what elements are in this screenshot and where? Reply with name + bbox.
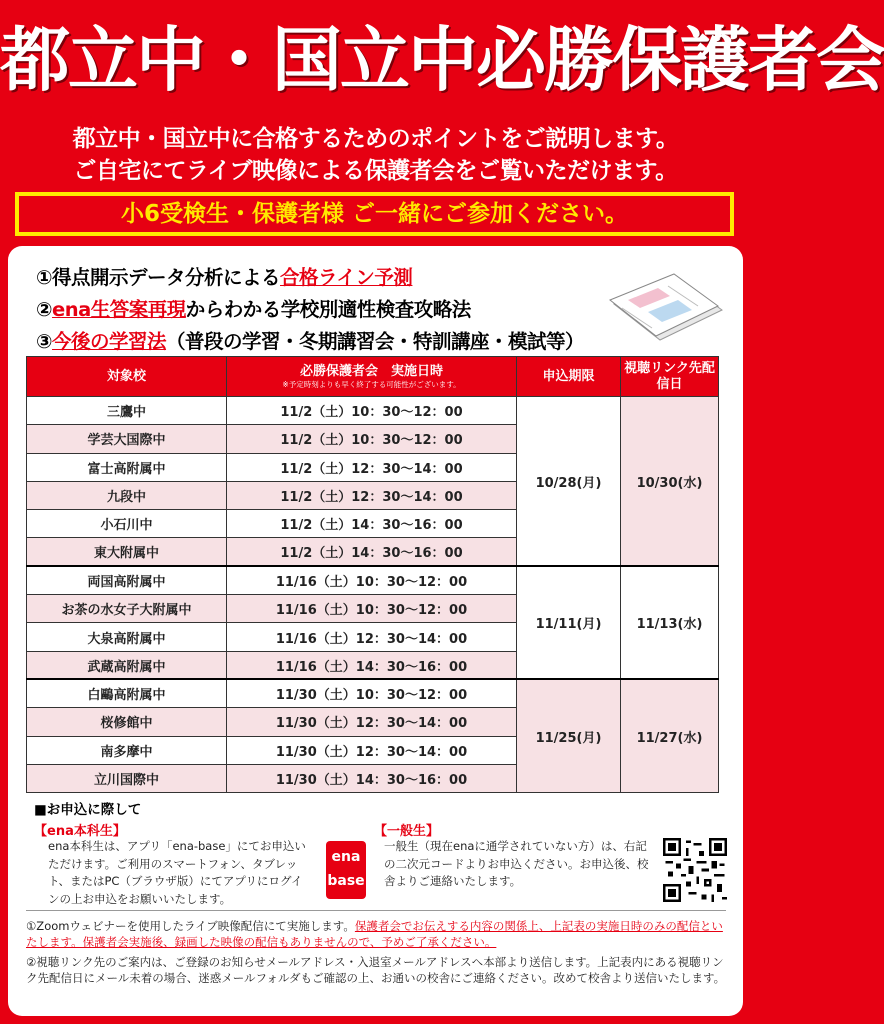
delivery-cell: 11/27(水) [621,679,719,792]
delivery-cell: 10/30(水) [621,397,719,567]
date-cell: 11/30（土）12：30～14：00 [227,708,517,736]
footnote-2: ②視聴リンク先のご案内は、ご登録のお知らせメールアドレス・入退室メールアドレスへ本部より送信します。上記表内にある視聴リンク先配信日にメール未着の場合、迷惑メールフォルダもご確認の上、お通いの校舎にご連絡ください。改めて校舎より送信いたします。 [26,955,726,985]
invitation-banner: 小6受検生・保護者様 ご一緒にご参加ください。 [15,192,734,236]
deadline-cell: 11/11(月) [517,566,621,679]
content-panel [8,246,743,1016]
date-cell: 11/16（土）14：30～16：00 [227,651,517,679]
school-cell: 東大附属中 [27,538,227,566]
general-student-heading: 【一般生】 [374,824,440,839]
table-row [27,679,719,707]
school-cell: 両国高附属中 [27,566,227,594]
date-cell: 11/16（土）10：30～12：00 [227,566,517,594]
point-1: ①得点開示データ分析による合格ライン予測 [36,266,413,289]
school-cell: 富士高附属中 [27,453,227,481]
school-cell: 桜修館中 [27,708,227,736]
deadline-cell: 10/28(月) [517,397,621,567]
school-cell: 小石川中 [27,510,227,538]
date-cell: 11/2（土）10：30～12：00 [227,425,517,453]
deadline-cell: 11/25(月) [517,679,621,792]
date-cell: 11/30（土）10：30～12：00 [227,679,517,707]
school-cell: 三鷹中 [27,397,227,425]
col-header-delivery: 視聴リンク先配信日 [621,357,719,397]
page-title: 都立中・国立中必勝保護者会 [0,19,884,101]
col-header-deadline: 申込期限 [517,357,621,397]
date-cell: 11/30（土）12：30～14：00 [227,736,517,764]
school-cell: 南多摩中 [27,736,227,764]
school-cell: 学芸大国際中 [27,425,227,453]
point-2: ②ena生答案再現からわかる学校別適性検査攻略法 [36,298,471,321]
date-cell: 11/2（土）12：30～14：00 [227,453,517,481]
subtitle-1: 都立中・国立中に合格するためのポイントをご説明します。 [72,126,679,152]
school-cell: 九段中 [27,481,227,509]
school-cell: 立川国際中 [27,764,227,792]
col-header-date: 必勝保護者会 実施日時 ※予定時刻よりも早く終了する可能性がございます。 [227,357,517,397]
documents-illustration [608,274,726,346]
notes-divider [26,910,726,911]
date-cell: 11/2（土）14：30～16：00 [227,510,517,538]
schedule-table [26,356,719,793]
point-3: ③今後の学習法（普段の学習・冬期講習会・特訓講座・模試等） [36,330,585,353]
date-cell: 11/16（土）10：30～12：00 [227,595,517,623]
subtitle-2: ご自宅にてライブ映像による保護者会をご覧いただけます。 [73,158,678,184]
school-cell: 大泉高附属中 [27,623,227,651]
qr-code[interactable] [663,838,727,902]
date-cell: 11/2（土）14：30～16：00 [227,538,517,566]
ena-base-logo: ena base [326,841,366,899]
date-cell: 11/2（土）10：30～12：00 [227,397,517,425]
table-row [27,566,719,594]
table-row [27,397,719,425]
delivery-cell: 11/13(水) [621,566,719,679]
ena-student-text: ena本科生は、アプリ「ena-base」にてお申込いただけます。ご利用のスマートフォン、タブレット、またはPC（ブラウザ版）にてアプリにログインの上お申込をお願いいたします。 [48,839,306,906]
date-cell: 11/30（土）14：30～16：00 [227,764,517,792]
date-cell: 11/16（土）12：30～14：00 [227,623,517,651]
school-cell: 武蔵高附属中 [27,651,227,679]
general-student-text: 一般生（現在enaに通学されていない方）は、右記の二次元コードよりお申込ください。お申込後、校舎よりご連絡いたします。 [384,839,649,888]
school-cell: 白鷗高附属中 [27,679,227,707]
notes-heading: ■お申込に際して [34,802,142,818]
date-cell: 11/2（土）12：30～14：00 [227,481,517,509]
footnote-1: ①Zoomウェビナーを使用したライブ映像配信にて実施します。保護者会でお伝えする内容の関係上、上記表の実施日時のみの配信といたします。保護者会実施後、録画した映像の配信もありませんので、予めご了承ください。 [26,919,723,949]
ena-student-heading: 【ena本科生】 [34,824,126,839]
col-header-school: 対象校 [27,357,227,397]
school-cell: お茶の水女子大附属中 [27,595,227,623]
